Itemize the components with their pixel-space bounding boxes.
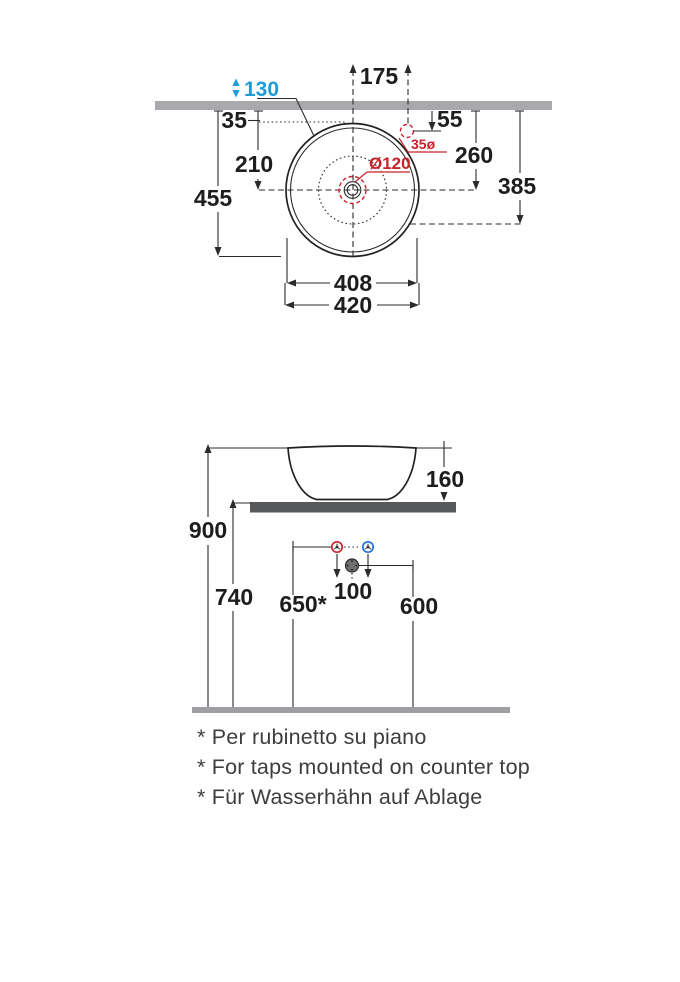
side-view-drawing bbox=[189, 441, 510, 713]
dim-175-label: 175 bbox=[359, 63, 399, 89]
dim-100-label: 100 bbox=[333, 578, 373, 604]
tap-hole-diameter-label: 35ø bbox=[411, 136, 436, 152]
footnotes bbox=[197, 722, 530, 812]
dim-900-label: 900 bbox=[188, 517, 228, 543]
dim-55-arrow-icon bbox=[429, 122, 436, 131]
dim-420-right-arrow-icon bbox=[410, 302, 419, 309]
floor-bar bbox=[192, 707, 510, 713]
height-arrow-icon bbox=[232, 79, 239, 98]
counter-top-bar bbox=[250, 502, 456, 513]
dim-455-label: 455 bbox=[193, 185, 233, 211]
dim-740-label: 740 bbox=[214, 584, 254, 610]
dim-420-left-arrow-icon bbox=[285, 302, 294, 309]
dim-260-label: 260 bbox=[454, 142, 494, 168]
dim-100-right-arrow-icon bbox=[365, 569, 372, 578]
drain-icon bbox=[346, 559, 359, 572]
dim-210-label: 210 bbox=[234, 151, 274, 177]
drain-diameter-label: Ø120 bbox=[369, 154, 411, 173]
cold-water-icon bbox=[363, 542, 373, 552]
dim-408-left-arrow-icon bbox=[287, 280, 296, 287]
dim-420-label: 420 bbox=[333, 292, 373, 318]
dim-385-arrow-icon bbox=[517, 215, 524, 224]
dim-650-label: 650* bbox=[279, 591, 327, 617]
dim-100-left-arrow-icon bbox=[334, 569, 341, 578]
dim-600-label: 600 bbox=[399, 593, 439, 619]
dim-385-label: 385 bbox=[497, 173, 537, 199]
footnote-english: * For taps mounted on counter top bbox=[197, 755, 530, 779]
dim-260-arrow-icon bbox=[473, 181, 480, 190]
footnote-german: * Für Wasserhähn auf Ablage bbox=[197, 785, 483, 809]
basin-side-profile bbox=[288, 446, 416, 500]
dim-55-label: 55 bbox=[437, 106, 463, 132]
dim-160-label: 160 bbox=[425, 466, 465, 492]
dim-130-label: 130 bbox=[244, 78, 280, 101]
dim-455-arrow-icon bbox=[215, 247, 222, 256]
dim-408-label: 408 bbox=[333, 270, 373, 296]
dim-35-label: 35 bbox=[221, 107, 247, 133]
top-view-drawing bbox=[155, 63, 552, 318]
dim-160-arrow-icon bbox=[441, 492, 448, 501]
dim-210-arrow-icon bbox=[255, 181, 262, 190]
footnote-italian: * Per rubinetto su piano bbox=[197, 725, 427, 749]
dim-175-left-arrow-icon bbox=[350, 64, 357, 73]
hot-water-icon bbox=[332, 542, 342, 552]
dim-175-right-arrow-icon bbox=[405, 64, 412, 73]
dim-408-right-arrow-icon bbox=[408, 280, 417, 287]
